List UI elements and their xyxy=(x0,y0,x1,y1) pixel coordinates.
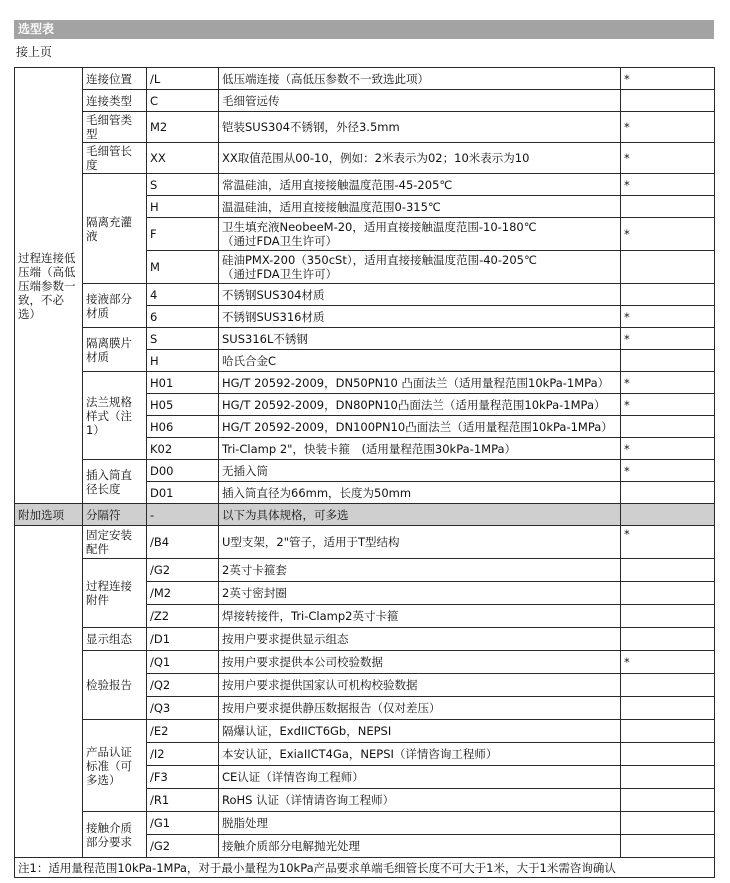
table-row xyxy=(15,559,715,582)
desc-cell: 按用户要求提供本公司校验数据 xyxy=(219,651,621,674)
table-row xyxy=(15,68,715,90)
desc-line: 卫生填充液NeobeeM-20，适用直接接触温度范围-10-180℃ xyxy=(222,220,537,234)
code-cell: /I2 xyxy=(147,743,219,766)
table-row xyxy=(15,651,715,674)
desc-cell: CE认证（详情咨询工程师） xyxy=(219,766,621,789)
desc-cell: HG/T 20592-2009，DN50PN10 凸面法兰（适用量程范围10kPa-1MPa） xyxy=(219,372,621,394)
sub-label: 连接类型 xyxy=(83,90,147,112)
star-cell xyxy=(621,350,715,372)
desc-cell: 常温硅油，适用直接接触温度范围-45-205℃ xyxy=(219,174,621,196)
star-cell: * xyxy=(621,112,715,143)
star-cell xyxy=(621,90,715,112)
code-cell: /Q2 xyxy=(147,674,219,697)
desc-cell: 焊接转接件，Tri-Clamp2英寸卡箍 xyxy=(219,605,621,628)
star-cell: * xyxy=(621,328,715,350)
code-cell: 6 xyxy=(147,306,219,328)
code-cell: M2 xyxy=(147,112,219,143)
sub-label: 分隔符 xyxy=(83,504,147,526)
table-row xyxy=(15,628,715,651)
desc-cell: 脱脂处理 xyxy=(219,812,621,835)
star-cell xyxy=(621,743,715,766)
table-row xyxy=(15,143,715,174)
code-cell: D01 xyxy=(147,482,219,504)
sub-label: 连接位置 xyxy=(83,68,147,90)
star-cell xyxy=(621,559,715,582)
table-row xyxy=(15,328,715,350)
star-cell xyxy=(621,482,715,504)
table-row xyxy=(15,460,715,482)
desc-cell: 2英寸卡箍套 xyxy=(219,559,621,582)
code-cell: H06 xyxy=(147,416,219,438)
code-cell: C xyxy=(147,90,219,112)
group-label-addon-blank xyxy=(15,526,83,858)
code-cell: H xyxy=(147,196,219,218)
desc-cell: SUS316L不锈钢 xyxy=(219,328,621,350)
desc-cell xyxy=(219,218,621,251)
desc-line: （通过FDA卫生许可） xyxy=(222,234,338,248)
desc-cell: 本安认证，ExiaIICT4Ga，NEPSI（详情咨询工程师） xyxy=(219,743,621,766)
code-cell: S xyxy=(147,328,219,350)
star-cell: * xyxy=(621,174,715,196)
desc-cell: 无插入筒 xyxy=(219,460,621,482)
sub-label: 隔离充灌液 xyxy=(83,174,147,284)
star-cell xyxy=(621,766,715,789)
desc-line: （通过FDA卫生许可） xyxy=(222,267,338,281)
section-header xyxy=(14,20,714,39)
code-cell: XX xyxy=(147,143,219,174)
star-cell: * xyxy=(621,68,715,90)
code-cell: /E2 xyxy=(147,720,219,743)
sub-label: 接液部分材质 xyxy=(83,284,147,328)
code-cell: 4 xyxy=(147,284,219,306)
desc-cell: XX取值范围从00-10，例如：2米表示为02；10米表示为10 xyxy=(219,143,621,174)
star-cell xyxy=(621,196,715,218)
table-row xyxy=(15,372,715,394)
sub-label: 显示组态 xyxy=(83,628,147,651)
star-cell: * xyxy=(621,143,715,174)
star-cell: * xyxy=(621,306,715,328)
desc-cell: HG/T 20592-2009，DN80PN10凸面法兰（适用量程范围10kPa-1MPa） xyxy=(219,394,621,416)
desc-cell: 温温硅油，适用直接接触温度范围0-315℃ xyxy=(219,196,621,218)
star-cell xyxy=(621,628,715,651)
continued-label: 接上页 xyxy=(16,45,53,59)
code-cell: - xyxy=(147,504,219,526)
sub-label: 毛细管长度 xyxy=(83,143,147,174)
table-row xyxy=(15,812,715,835)
desc-cell: 铠装SUS304不锈钢，外径3.5mm xyxy=(219,112,621,143)
sub-label: 插入筒直径长度 xyxy=(83,460,147,504)
star-cell: * xyxy=(621,372,715,394)
code-cell: /R1 xyxy=(147,789,219,812)
star-cell xyxy=(621,812,715,835)
star-cell xyxy=(621,605,715,628)
desc-cell: RoHS 认证（详情请咨询工程师） xyxy=(219,789,621,812)
star-cell: * xyxy=(621,438,715,460)
desc-cell: 按用户要求提供静压数据报告（仅对差压） xyxy=(219,697,621,720)
star-cell xyxy=(621,697,715,720)
desc-cell: Tri-Clamp 2"，快装卡箍 (适用量程范围30kPa-1MPa） xyxy=(219,438,621,460)
sub-label: 固定安装配件 xyxy=(83,526,147,559)
group-label-addon: 附加选项 xyxy=(15,504,83,526)
desc-cell: 插入筒直径为66mm，长度为50mm xyxy=(219,482,621,504)
table-row xyxy=(15,112,715,143)
desc-cell: U型支架，2"管子，适用于T型结构 xyxy=(219,526,621,559)
code-cell: /G2 xyxy=(147,835,219,858)
code-cell: /Q1 xyxy=(147,651,219,674)
code-cell: M xyxy=(147,251,219,284)
sub-label: 产品认证标准（可多选） xyxy=(83,720,147,812)
code-cell: /D1 xyxy=(147,628,219,651)
desc-line: 硅油PMX-200（350cSt），适用直接接触温度范围-40-205℃ xyxy=(222,253,537,267)
code-cell: /Q3 xyxy=(147,697,219,720)
code-cell: /F3 xyxy=(147,766,219,789)
desc-cell: HG/T 20592-2009，DN100PN10凸面法兰（适用量程范围10kPa-1MPa） xyxy=(219,416,621,438)
table-row xyxy=(15,720,715,743)
star-cell: * xyxy=(621,460,715,482)
star-cell: * xyxy=(621,218,715,251)
desc-cell: 接触介质部分电解抛光处理 xyxy=(219,835,621,858)
code-cell: H01 xyxy=(147,372,219,394)
star-cell xyxy=(621,416,715,438)
code-cell: K02 xyxy=(147,438,219,460)
desc-cell: 不锈钢SUS316材质 xyxy=(219,306,621,328)
code-cell: /B4 xyxy=(147,526,219,559)
section-title: 选型表 xyxy=(18,22,55,36)
table-row xyxy=(15,526,715,559)
star-cell xyxy=(621,504,715,526)
sub-label: 毛细管类型 xyxy=(83,112,147,143)
desc-cell: 毛细管远传 xyxy=(219,90,621,112)
desc-cell: 不锈钢SUS304材质 xyxy=(219,284,621,306)
table-row xyxy=(15,284,715,306)
sub-label: 接触介质部分要求 xyxy=(83,812,147,858)
desc-cell: 哈氏合金C xyxy=(219,350,621,372)
star-cell: * xyxy=(621,526,715,559)
code-cell: /L xyxy=(147,68,219,90)
separator-row xyxy=(15,504,715,526)
code-cell: /M2 xyxy=(147,582,219,605)
code-cell: D00 xyxy=(147,460,219,482)
code-cell: F xyxy=(147,218,219,251)
desc-cell: 2英寸密封圈 xyxy=(219,582,621,605)
code-cell: H xyxy=(147,350,219,372)
sub-label: 检验报告 xyxy=(83,651,147,720)
table-row xyxy=(15,90,715,112)
star-cell xyxy=(621,789,715,812)
star-cell: * xyxy=(621,651,715,674)
table-row xyxy=(15,174,715,196)
desc-cell: 按用户要求提供国家认可机构校验数据 xyxy=(219,674,621,697)
desc-cell: 以下为具体规格，可多选 xyxy=(219,504,621,526)
star-cell: * xyxy=(621,394,715,416)
star-cell xyxy=(621,835,715,858)
code-cell: /Z2 xyxy=(147,605,219,628)
star-cell xyxy=(621,251,715,284)
star-cell xyxy=(621,582,715,605)
star-cell xyxy=(621,720,715,743)
star-cell xyxy=(621,284,715,306)
desc-cell: 隔爆认证，ExdIICT6Gb，NEPSI xyxy=(219,720,621,743)
code-cell: /G1 xyxy=(147,812,219,835)
selection-table xyxy=(14,67,715,878)
sub-label: 过程连接附件 xyxy=(83,559,147,628)
group-label-process-low: 过程连接低压端（高低压端参数一致，不必选） xyxy=(15,68,83,504)
footnote: 注1：适用量程范围10kPa-1MPa，对于最小量程为10kPa产品要求单端毛细管长度不可大于1米，大于1米需咨询确认 xyxy=(15,858,715,878)
desc-cell: 按用户要求提供显示组态 xyxy=(219,628,621,651)
code-cell: S xyxy=(147,174,219,196)
code-cell: /G2 xyxy=(147,559,219,582)
code-cell: H05 xyxy=(147,394,219,416)
star-cell xyxy=(621,674,715,697)
desc-cell xyxy=(219,251,621,284)
desc-cell: 低压端连接（高低压参数不一致选此项） xyxy=(219,68,621,90)
sub-label: 法兰规格样式（注1） xyxy=(83,372,147,460)
sub-label: 隔离膜片材质 xyxy=(83,328,147,372)
note-row xyxy=(15,858,715,878)
